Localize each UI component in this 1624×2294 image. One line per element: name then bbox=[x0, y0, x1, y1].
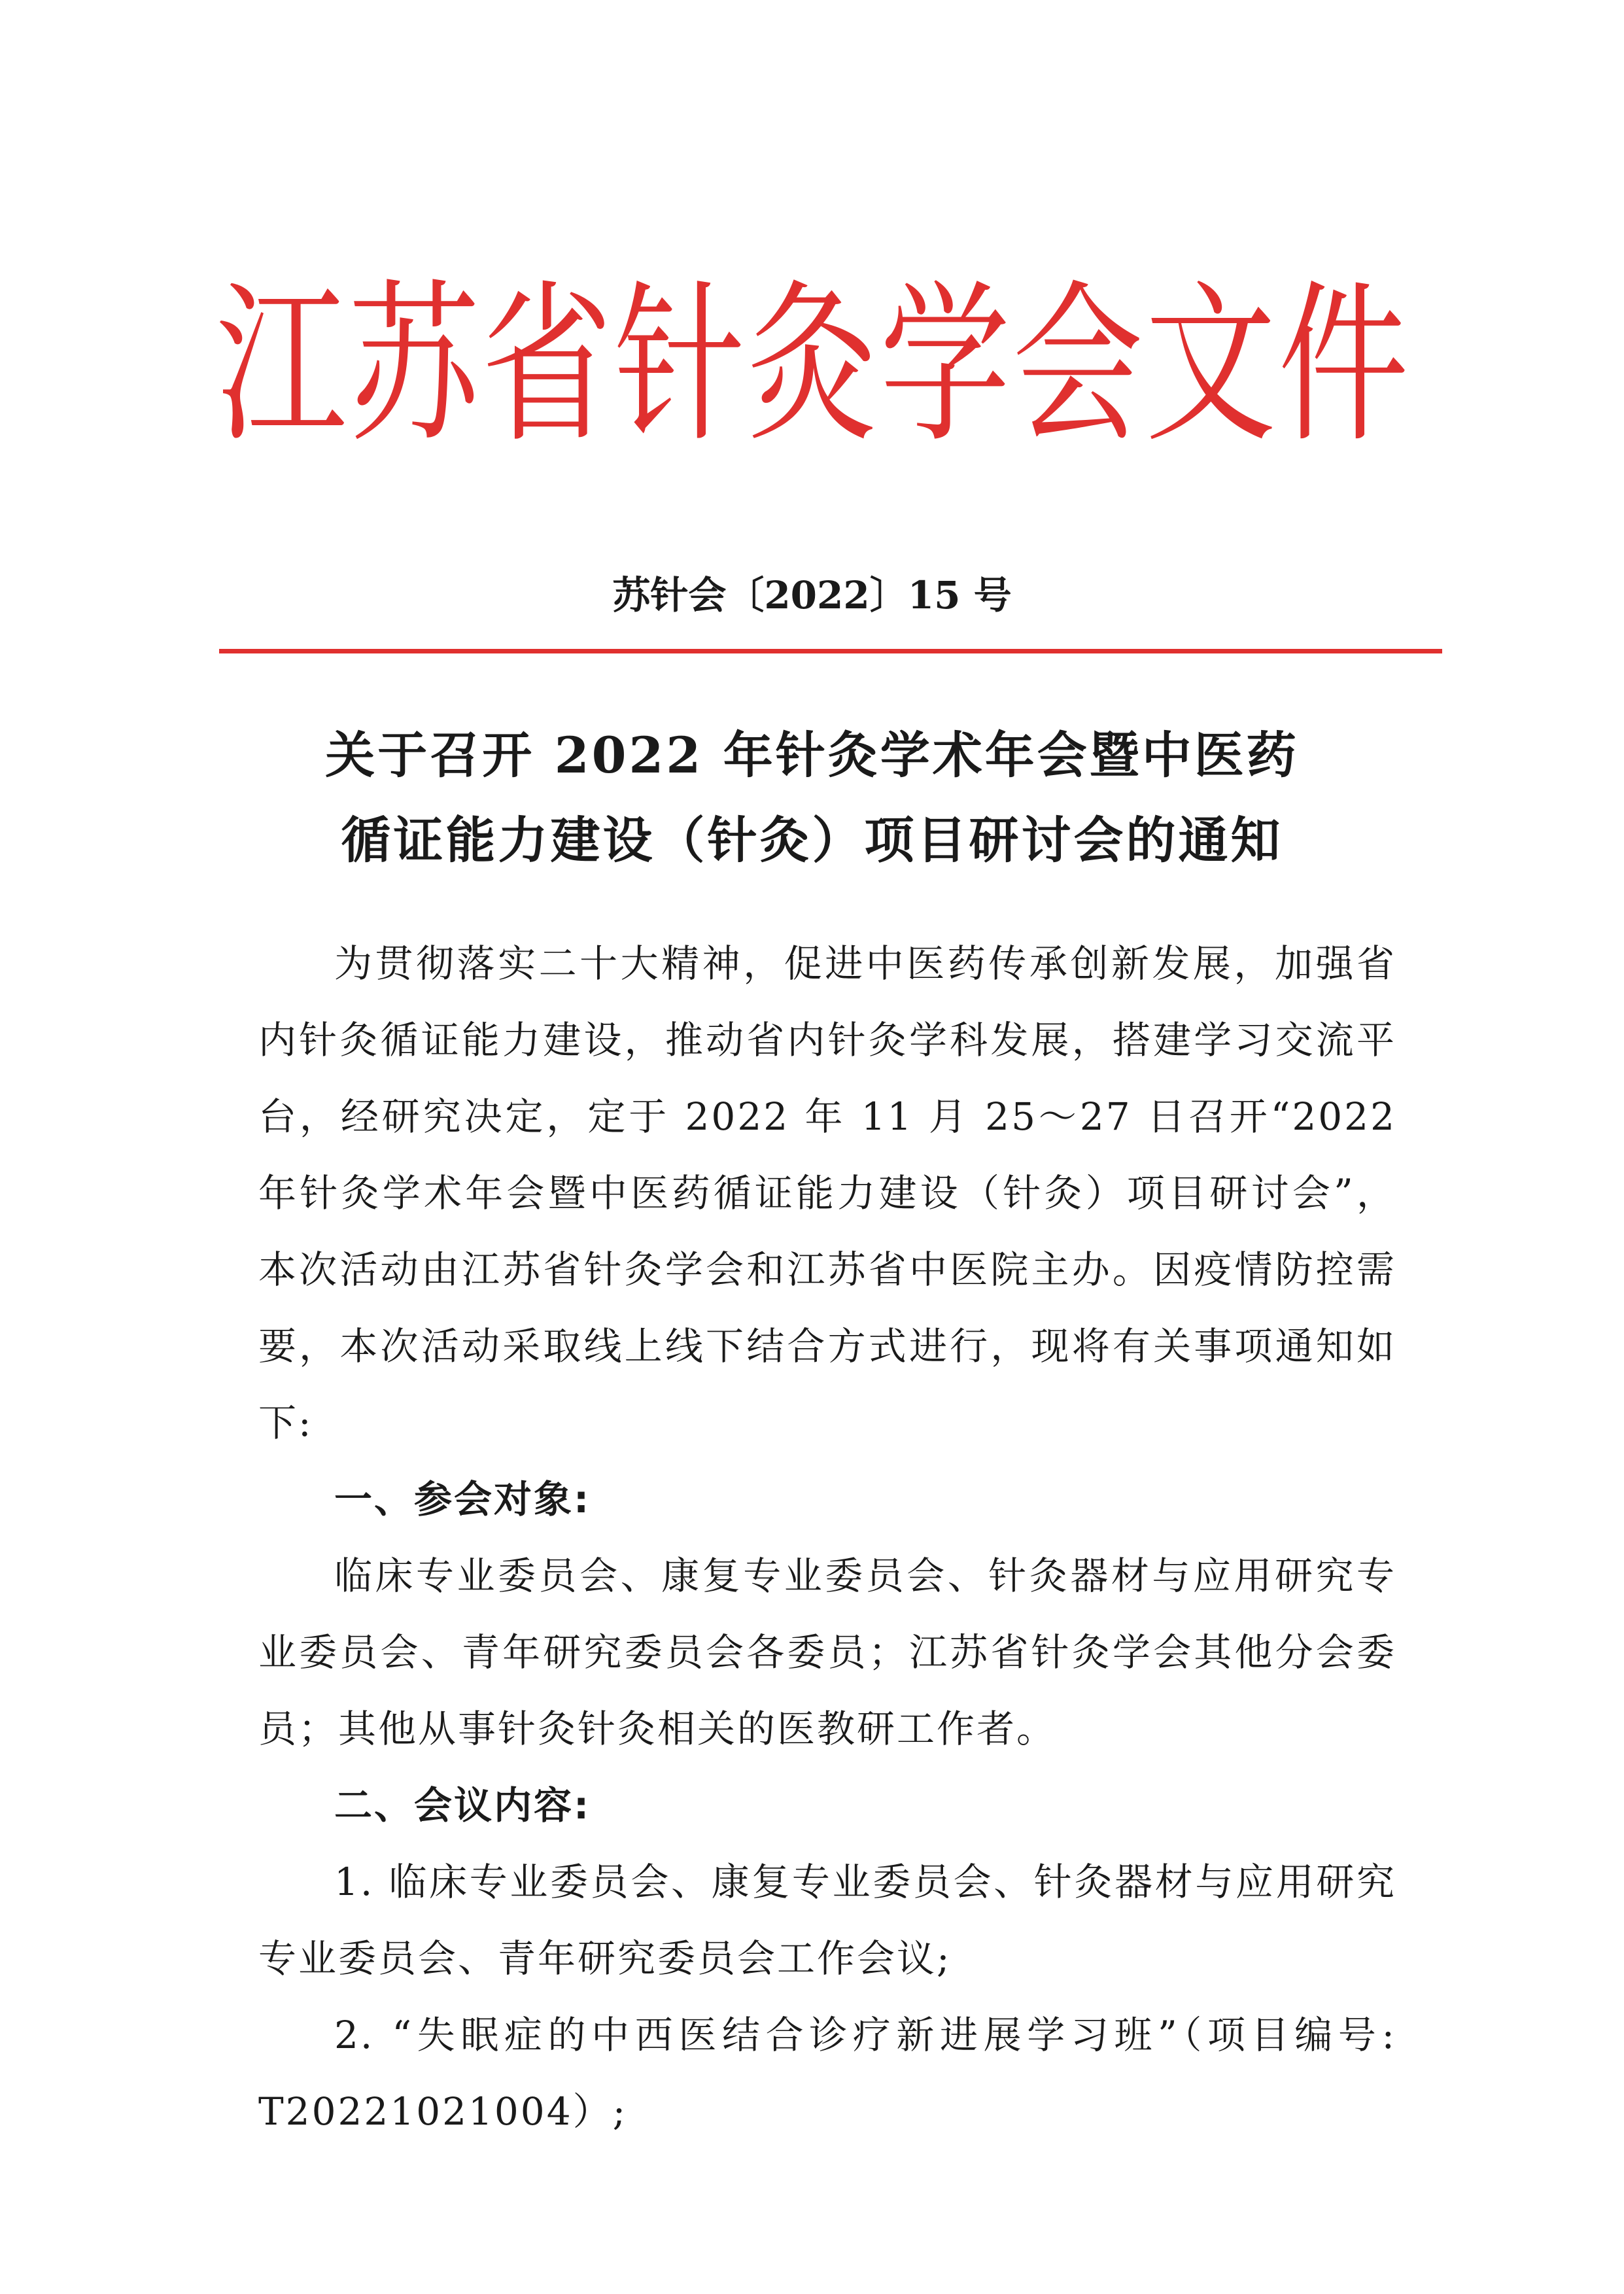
notice-title-line-2: 循证能力建设（针灸）项目研讨会的通知 bbox=[341, 811, 1283, 869]
section-heading-content: 二、会议内容: bbox=[334, 1783, 591, 1828]
notice-title bbox=[0, 713, 1624, 883]
intro-paragraph: 为贯彻落实二十大精神，促进中医药传承创新发展，加强省内针灸循证能力建设，推动省内针灸学科发展，搭建学习交流平台，经研究决定，定于 2022 年 11 月 25～27 日召开“2022 年针灸学术年会暨中医药循证能力建设（针灸）项目研讨会”，本次活动由江苏省针灸学会和江苏省中医院主办。因疫情防控需要，本次活动采取线上线下结合方式进行，现将有关事项通知如下: bbox=[258, 941, 1396, 1445]
notice-body bbox=[258, 926, 1396, 2150]
org-header-title: 江苏省针灸学会文件 bbox=[216, 265, 1411, 467]
content-list-item: 2. “失眠症的中西医结合诊疗新进展学习班”（项目编号: T20221021004）; bbox=[258, 2013, 1396, 2134]
notice-title-line-1: 关于召开 2022 年针灸学术年会暨中医药 bbox=[325, 726, 1299, 784]
document-number: 苏针会〔2022〕15 号 bbox=[612, 573, 1012, 617]
red-divider-rule bbox=[219, 649, 1442, 653]
content-list-item: 1. 临床专业委员会、康复专业委员会、针灸器材与应用研究专业委员会、青年研究委员会工作会议; bbox=[258, 1860, 1396, 1981]
section-heading-attendees: 一、参会对象: bbox=[334, 1477, 591, 1521]
attendees-paragraph: 临床专业委员会、康复专业委员会、针灸器材与应用研究专业委员会、青年研究委员会各委员；江苏省针灸学会其他分会委员；其他从事针灸针灸相关的医教研工作者。 bbox=[258, 1554, 1396, 1751]
